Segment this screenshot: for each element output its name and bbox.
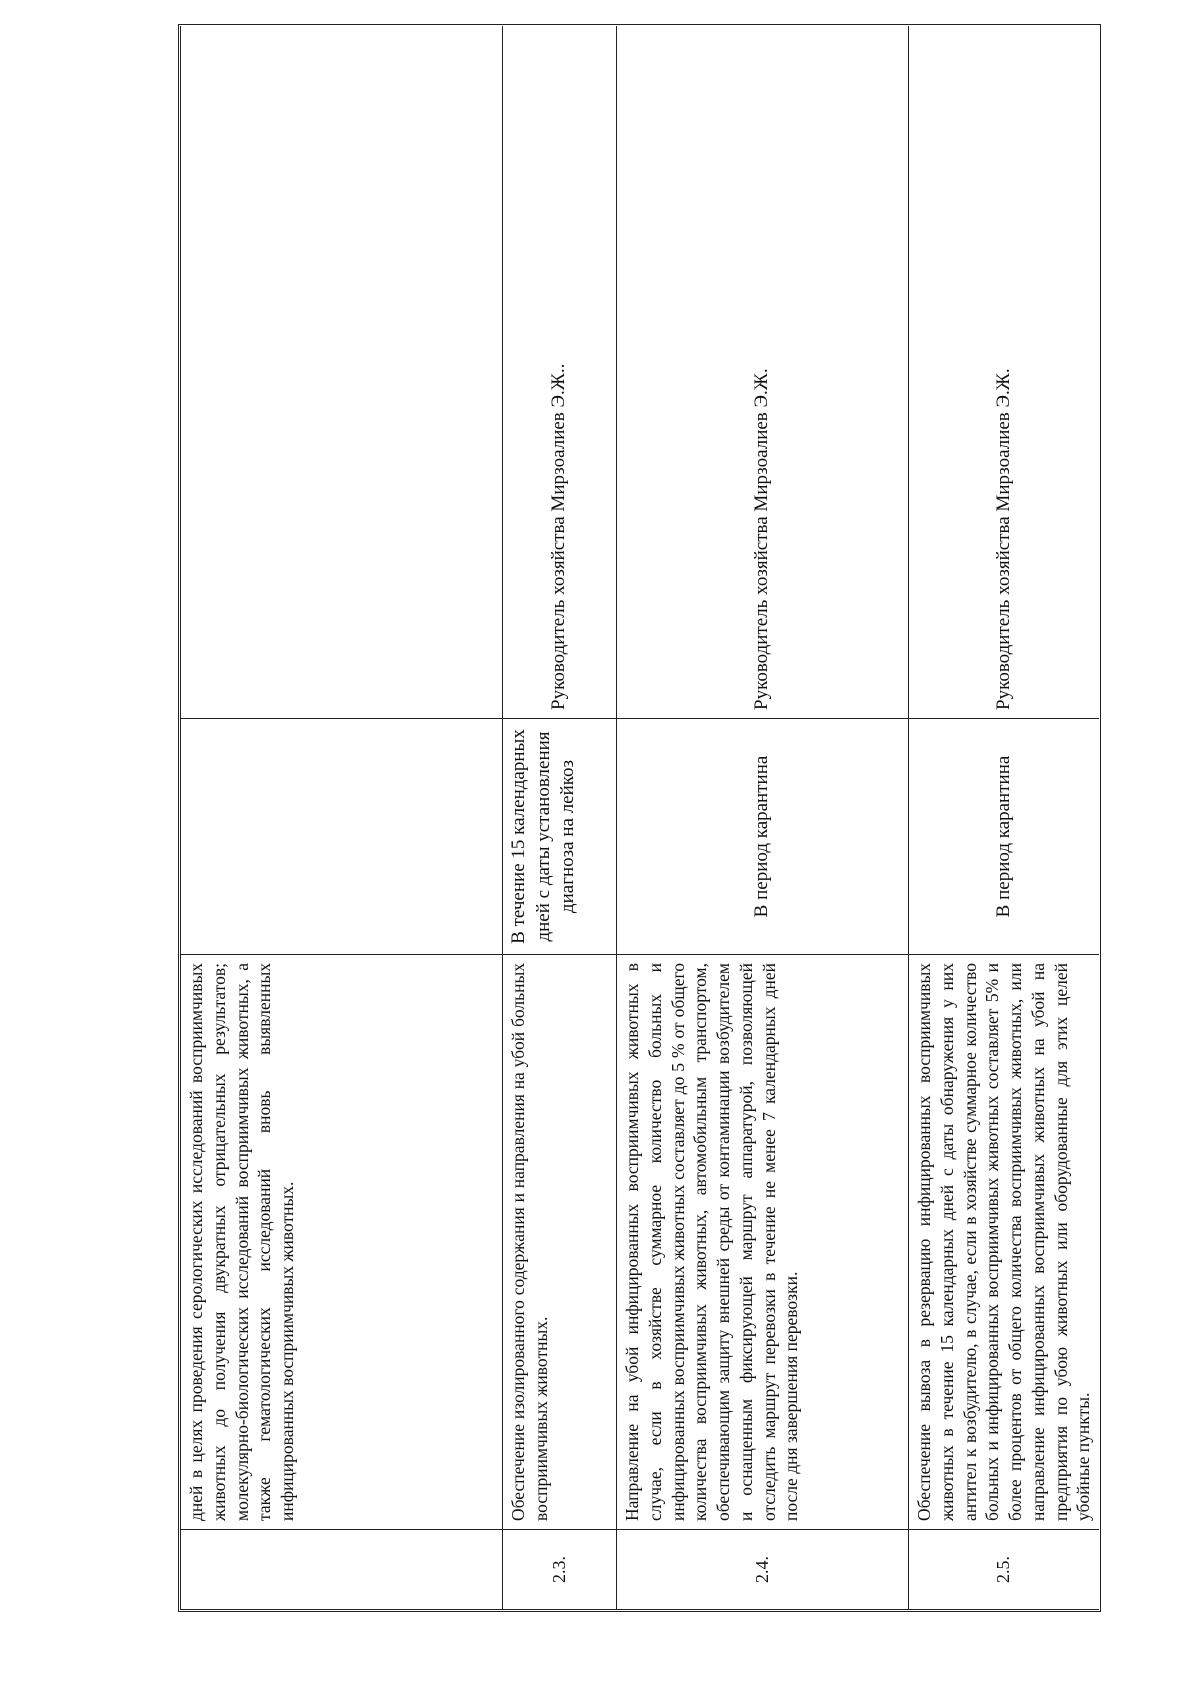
measure-text: Обеспечение изолированного содержания и направления на убой больных восприимчивых животных. bbox=[503, 955, 617, 1530]
measure-text: дней в целях проведения серологических исследований восприимчивых животных до получения двукратных отрицательных результатов; молекулярно-биологических исследований восприимчивых животных, а также гематологических исследований вновь выявленных инфицированных восприимчивых животных. bbox=[181, 955, 503, 1530]
term-text: В течение 15 календарных дней с даты установления диагноза на лейкоз bbox=[503, 719, 617, 955]
responsible-text: Руководитель хозяйства Мирзоалиев Э.Ж. bbox=[617, 26, 909, 719]
term-text: В период карантина bbox=[909, 719, 1100, 955]
table-row bbox=[503, 26, 617, 1610]
measure-text: Направление на убой инфицированных восприимчивых животных в случае, если в хозяйстве суммарное количество больных и инфицированных восприимчивых животных составляет до 5 % от общего количества восприимчивых животных, автомобильным транспортом, обеспечивающим защиту внешней среды от контаминации возбудителем и оснащенным фиксирующей маршрут аппаратурой, позволяющей отследить маршрут перевозки в течение не менее 7 календарных дней после дня завершения перевозки. bbox=[617, 955, 909, 1530]
table-row bbox=[181, 26, 503, 1610]
rotated-table bbox=[180, 26, 1099, 1610]
term-text bbox=[181, 719, 503, 955]
row-number bbox=[181, 1530, 503, 1610]
table-row bbox=[909, 26, 1100, 1610]
row-number: 2.4. bbox=[617, 1530, 909, 1610]
measure-text: Обеспечение вывоза в резервацию инфицированных восприимчивых животных в течение 15 календарных дней с даты обнаружения у них антител к возбудителю, в случае, если в хозяйстве суммарное количество больных и инфицированных восприимчивых животных составляет 5% и более процентов от общего количества восприимчивых животных, или направление инфицированных восприимчивых животных на убой на предприятия по убою животных или оборудованные для этих целей убойные пункты. bbox=[909, 955, 1100, 1530]
term-text: В период карантина bbox=[617, 719, 909, 955]
row-number: 2.3. bbox=[503, 1530, 617, 1610]
row-number: 2.5. bbox=[909, 1530, 1100, 1610]
rotated-table-container bbox=[180, 26, 1099, 1610]
responsible-text: Руководитель хозяйства Мирзоалиев Э.Ж. bbox=[909, 26, 1100, 719]
measures-table bbox=[180, 26, 1099, 1610]
responsible-text bbox=[181, 26, 503, 719]
table-row bbox=[617, 26, 909, 1610]
responsible-text: Руководитель хозяйства Мирзоалиев Э.Ж.. bbox=[503, 26, 617, 719]
